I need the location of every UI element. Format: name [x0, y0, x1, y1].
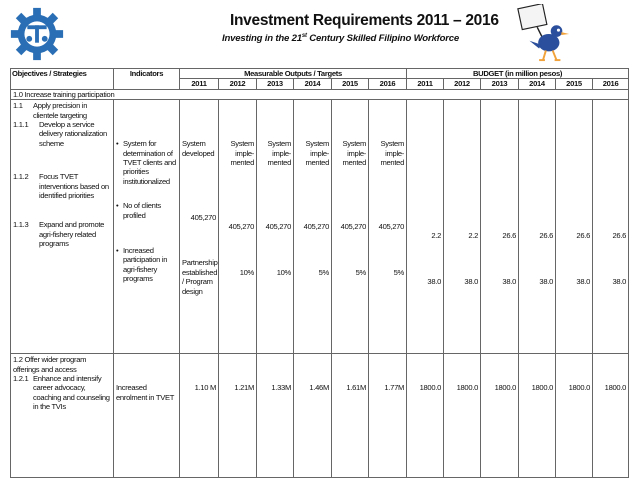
outputs-cell — [180, 354, 219, 478]
section-1-2: 1.2 Offer wider program offerings and access — [13, 355, 87, 374]
col-objectives-header: Objectives / Strategies — [11, 69, 114, 90]
budget-value: 1800.0 — [456, 383, 479, 393]
budget-cell — [407, 100, 444, 354]
objective-text: Enhance and intensify career advocacy, coaching and counseling in the TVIs — [33, 374, 110, 412]
item-number: 1.1.1 — [13, 120, 29, 130]
budget-value: 1800.0 — [604, 383, 627, 393]
outputs-cell — [219, 100, 257, 354]
outputs-cell — [257, 354, 294, 478]
budget-value: 26.6 — [539, 231, 554, 241]
output-value: 405,270 — [265, 222, 291, 232]
year-header: 2011 — [180, 79, 219, 89]
budget-cell — [519, 100, 556, 354]
budget-value: 38.0 — [464, 276, 479, 286]
output-value: 405,270 — [228, 222, 254, 232]
output-value: Partnership established / Program design — [182, 258, 218, 296]
page-title: Investment Requirements 2011 – 2016 — [230, 12, 499, 29]
budget-value: 1800.0 — [531, 383, 554, 393]
output-value: 5% — [355, 267, 366, 277]
budget-cell — [481, 100, 519, 354]
outputs-cell — [294, 354, 332, 478]
output-value: System developed — [182, 139, 215, 158]
objective-text: Develop a service delivery rationalization scheme — [39, 120, 107, 148]
indicator-text: Increased participation in agri-fishery programs — [123, 246, 168, 284]
table-row — [11, 100, 629, 354]
year-header: 2011 — [407, 79, 444, 89]
year-header: 2013 — [257, 79, 294, 89]
output-value: 405,270 — [378, 222, 405, 232]
output-value: 10% — [276, 267, 291, 277]
year-header: 2014 — [519, 79, 556, 89]
indicator-text: No of clients profiled — [123, 201, 161, 220]
budget-value: 2.2 — [468, 231, 479, 241]
item-number: 1.1.3 — [13, 220, 29, 230]
year-header: 2012 — [444, 79, 481, 89]
output-value: 5% — [393, 267, 405, 277]
item-number: 1.1.2 — [13, 172, 29, 182]
col-outputs-header: Measurable Outputs / Targets — [180, 69, 407, 79]
output-value: 1.77M — [384, 383, 405, 393]
item-number: 1.1 — [13, 101, 23, 111]
item-number: 1.2.1 — [13, 374, 29, 384]
budget-cell — [481, 354, 519, 478]
objective-text: Focus TVET interventions based on identified priorities — [39, 172, 109, 201]
output-value: 5% — [318, 267, 329, 277]
budget-value: 26.6 — [502, 231, 517, 241]
output-value: 405,270 — [190, 213, 216, 223]
output-value: System imple-mented — [230, 139, 254, 168]
budget-value: 26.6 — [612, 231, 627, 241]
budget-value: 26.6 — [576, 231, 591, 241]
budget-cell — [556, 100, 593, 354]
budget-value: 1800.0 — [494, 383, 517, 393]
output-value: 1.21M — [234, 383, 254, 393]
mascot-icon — [514, 4, 572, 64]
indicator-text: System for determination of TVET clients and priorities institutionalized — [123, 139, 176, 186]
output-value: 1.46M — [309, 383, 329, 393]
table-row — [11, 354, 629, 478]
objective-text: Apply precision in clientele targeting — [33, 101, 88, 120]
year-header: 2014 — [294, 79, 332, 89]
budget-value: 1800.0 — [568, 383, 591, 393]
outputs-cell — [219, 354, 257, 478]
budget-value: 38.0 — [576, 276, 591, 286]
outputs-cell — [369, 354, 407, 478]
indicators-cell: • System for determination of TVET clients and priorities institutionalized • No of clients profiled • Increased participation in agri-fishery programs — [114, 100, 180, 354]
budget-value: 38.0 — [612, 276, 627, 286]
budget-value: 1800.0 — [419, 383, 442, 393]
year-header: 2016 — [369, 79, 407, 89]
outputs-cell — [332, 100, 369, 354]
tesda-logo-icon — [8, 5, 66, 63]
output-value: System imple-mented — [305, 139, 329, 168]
header-row — [11, 69, 629, 79]
output-value: 1.61M — [346, 383, 366, 393]
budget-cell — [593, 354, 629, 478]
outputs-cell — [332, 354, 369, 478]
investment-table — [10, 68, 629, 478]
budget-cell — [407, 354, 444, 478]
budget-cell — [519, 354, 556, 478]
budget-value: 38.0 — [502, 276, 517, 286]
year-header: 2015 — [556, 79, 593, 89]
outputs-cell — [180, 100, 219, 354]
objectives-cell — [11, 100, 114, 354]
outputs-cell — [294, 100, 332, 354]
year-header: 2016 — [593, 79, 629, 89]
outputs-cell — [369, 100, 407, 354]
budget-cell — [444, 100, 481, 354]
budget-value: 38.0 — [539, 276, 554, 286]
output-value: 1.33M — [271, 383, 291, 393]
year-header: 2015 — [332, 79, 369, 89]
output-value: 405,270 — [340, 222, 366, 232]
budget-cell — [444, 354, 481, 478]
year-header: 2012 — [219, 79, 257, 89]
year-header: 2013 — [481, 79, 519, 89]
indicator-text: Increased enrolment in TVET — [116, 383, 175, 402]
budget-cell — [593, 100, 629, 354]
indicators-cell — [114, 354, 180, 478]
section-row — [11, 89, 629, 99]
objectives-cell — [11, 354, 114, 478]
col-indicators-header: Indicators — [114, 69, 180, 90]
page-subtitle: Investing in the 21st Century Skilled Filipino Workforce — [222, 33, 460, 45]
section-1-0: 1.0 Increase training participation — [11, 89, 629, 99]
budget-value: 2.2 — [431, 231, 442, 241]
output-value: 1.10 M — [194, 383, 216, 393]
output-value: 405,270 — [303, 222, 329, 232]
budget-value: 38.0 — [427, 276, 442, 286]
output-value: 10% — [239, 267, 254, 277]
objective-text: Expand and promote agri-fishery related programs — [39, 220, 105, 249]
output-value: System imple-mented — [342, 139, 366, 168]
col-budget-header: BUDGET (in million pesos) — [407, 69, 629, 79]
budget-cell — [556, 354, 593, 478]
outputs-cell — [257, 100, 294, 354]
output-value: System imple-mented — [267, 139, 291, 168]
output-value: System imple-mented — [380, 139, 405, 168]
